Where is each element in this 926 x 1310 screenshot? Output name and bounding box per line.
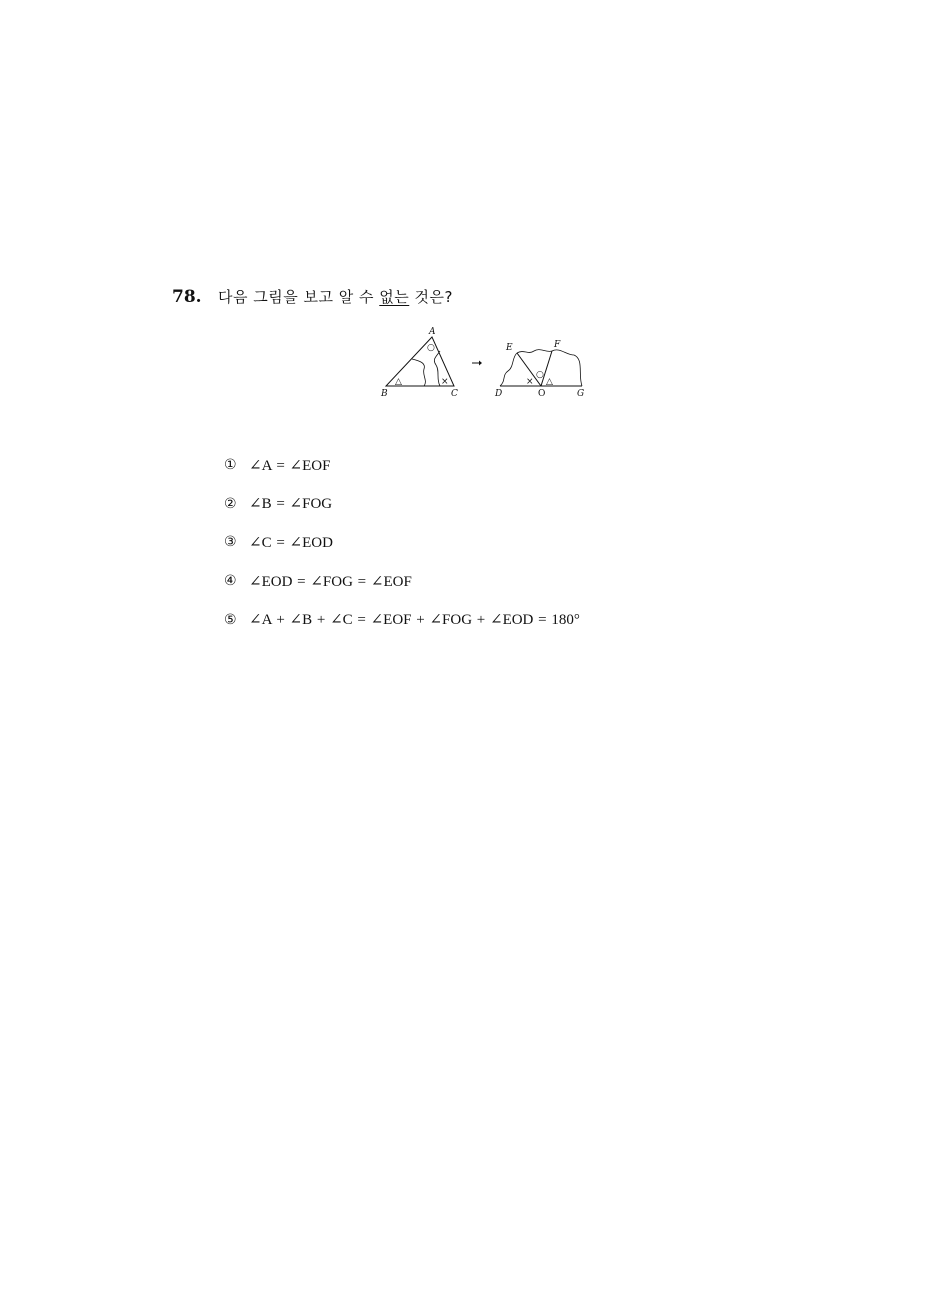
figure-svg: [378, 325, 592, 403]
choice-5[interactable]: [224, 600, 744, 639]
torn-edge-left: [500, 353, 517, 386]
angle-mark-eod: ×: [526, 377, 534, 387]
choice-text: ∠B = ∠FOG: [249, 496, 333, 513]
question-prompt: [218, 286, 453, 307]
label-d: D: [495, 389, 503, 399]
torn-edge-top: [517, 350, 552, 353]
choice-text: ∠A = ∠EOF: [249, 457, 331, 474]
question-text-before: 다음 그림을 보고 알 수: [218, 288, 380, 306]
label-o: O: [538, 389, 546, 399]
choice-1[interactable]: [224, 446, 744, 485]
choice-4[interactable]: [224, 562, 744, 601]
tear-line-right: [434, 351, 440, 386]
choice-text: ∠EOD = ∠FOG = ∠EOF: [249, 573, 412, 590]
label-e: E: [506, 343, 513, 353]
answer-choices: [224, 446, 744, 639]
choice-marker: ①: [224, 457, 237, 474]
question-text-emphasis: 없는: [379, 288, 410, 306]
question-number: 78.: [172, 287, 202, 307]
question-header: [172, 286, 772, 312]
choice-marker: ⑤: [224, 611, 237, 628]
choice-2[interactable]: [224, 485, 744, 524]
label-f: F: [554, 340, 561, 350]
angle-mark-fog: △: [546, 377, 553, 387]
choice-text: ∠C = ∠EOD: [249, 534, 333, 551]
choice-marker: ②: [224, 495, 237, 512]
choice-marker: ④: [224, 573, 237, 590]
label-g: G: [577, 389, 585, 399]
choice-marker: ③: [224, 534, 237, 551]
angle-mark-c: ×: [441, 377, 449, 387]
question-figure: [378, 325, 592, 403]
angle-mark-eof: ○: [536, 370, 544, 380]
torn-edge-right: [552, 350, 582, 386]
label-a: A: [429, 327, 436, 337]
label-c: C: [451, 389, 458, 399]
angle-mark-a: ○: [427, 343, 435, 353]
choice-3[interactable]: [224, 523, 744, 562]
label-b: B: [381, 389, 388, 399]
choice-text: ∠A + ∠B + ∠C = ∠EOF + ∠FOG + ∠EOD = 180°: [249, 612, 580, 629]
right-arrow-icon: [472, 361, 482, 366]
tear-line-left: [412, 359, 425, 386]
rearranged-figure: [494, 340, 584, 399]
question-text-after: 것은?: [409, 288, 453, 306]
angle-mark-b: △: [395, 377, 402, 387]
question-block: [172, 286, 772, 312]
triangle-abc: [380, 327, 458, 399]
